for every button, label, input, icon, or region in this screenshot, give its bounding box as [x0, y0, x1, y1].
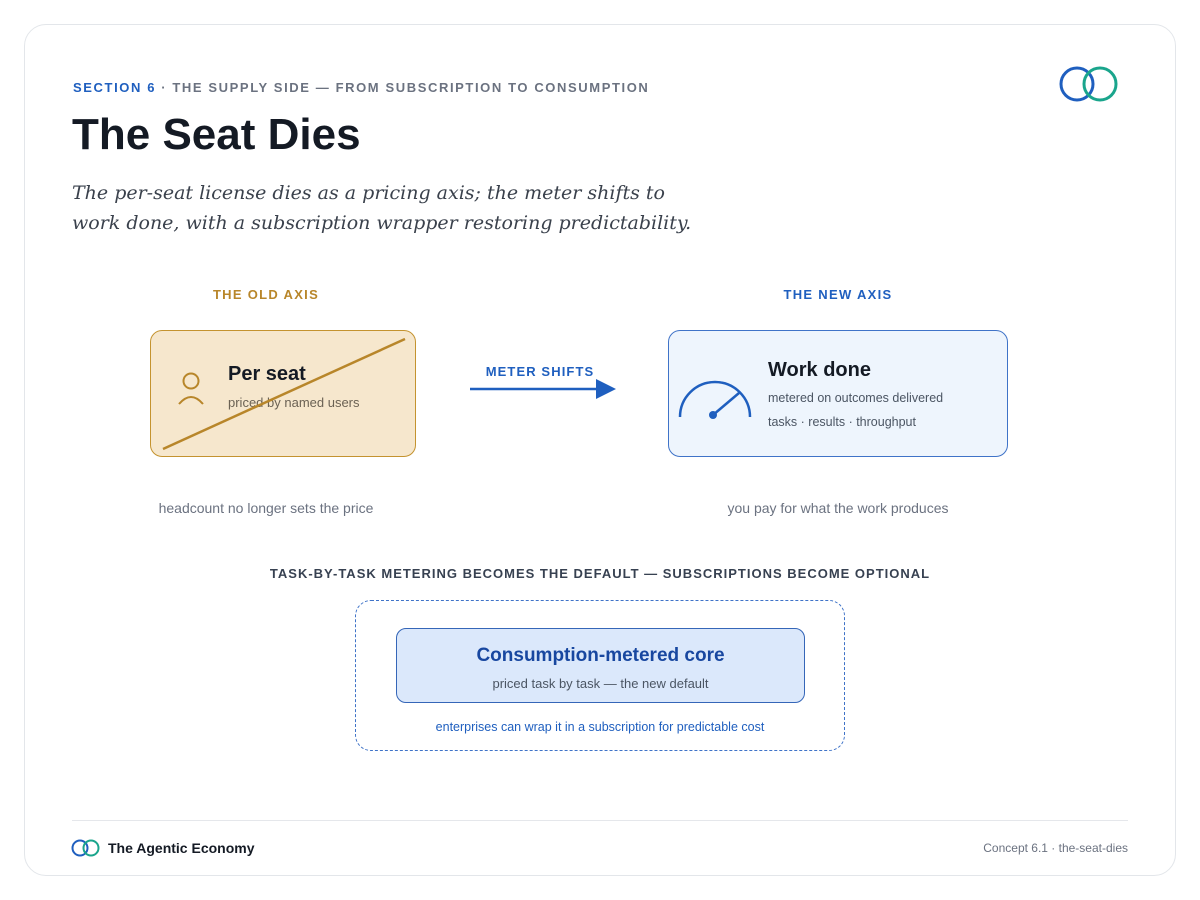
page-title: The Seat Dies	[72, 110, 361, 159]
footer-brand-name: The Agentic Economy	[108, 840, 255, 856]
footer-divider	[72, 820, 1128, 821]
work-done-metrics-text: tasks · results · throughput	[768, 415, 916, 429]
page-subtitle: The per-seat license dies as a pricing axis; the meter shifts to work done, with a subscription wrapper restoring predictability.	[72, 182, 692, 234]
subscription-wrapper-note: enterprises can wrap it in a subscription for predictable cost	[435, 720, 765, 734]
old-axis-caption: headcount no longer sets the price	[158, 500, 374, 516]
meter-shifts-label: METER SHIFTS	[485, 364, 595, 379]
footer-brand-rings-icon	[70, 838, 102, 863]
consumption-core-subtitle: priced task by task — the new default	[492, 676, 709, 691]
section-number: SECTION 6	[73, 80, 157, 95]
per-seat-title: Per seat	[228, 363, 306, 385]
new-axis-caption: you pay for what the work produces	[727, 500, 949, 516]
section-topic: · THE SUPPLY SIDE — FROM SUBSCRIPTION TO CONSUMPTION	[161, 80, 650, 95]
right-arrow-icon	[470, 378, 618, 405]
work-done-title: Work done	[768, 359, 871, 381]
consumption-core-box	[396, 628, 805, 703]
footer-concept-id: Concept 6.1 · the-seat-dies	[983, 841, 1128, 855]
work-done-card	[668, 330, 1008, 457]
metering-heading: TASK-BY-TASK METERING BECOMES THE DEFAULT — SUBSCRIPTIONS BECOME OPTIONAL	[269, 566, 931, 581]
consumption-core-title: Consumption-metered core	[476, 645, 725, 666]
strikethrough-line	[151, 331, 416, 457]
new-axis-heading: THE NEW AXIS	[783, 287, 893, 302]
work-done-metered-text: metered on outcomes delivered	[768, 391, 944, 405]
per-seat-subtitle: priced by named users	[228, 395, 360, 410]
per-seat-card	[150, 330, 416, 457]
section-eyebrow	[73, 80, 649, 95]
old-axis-heading: THE OLD AXIS	[212, 287, 320, 302]
brand-rings-icon	[1058, 64, 1120, 111]
gauge-icon	[677, 379, 753, 425]
subscription-wrapper	[355, 600, 845, 751]
